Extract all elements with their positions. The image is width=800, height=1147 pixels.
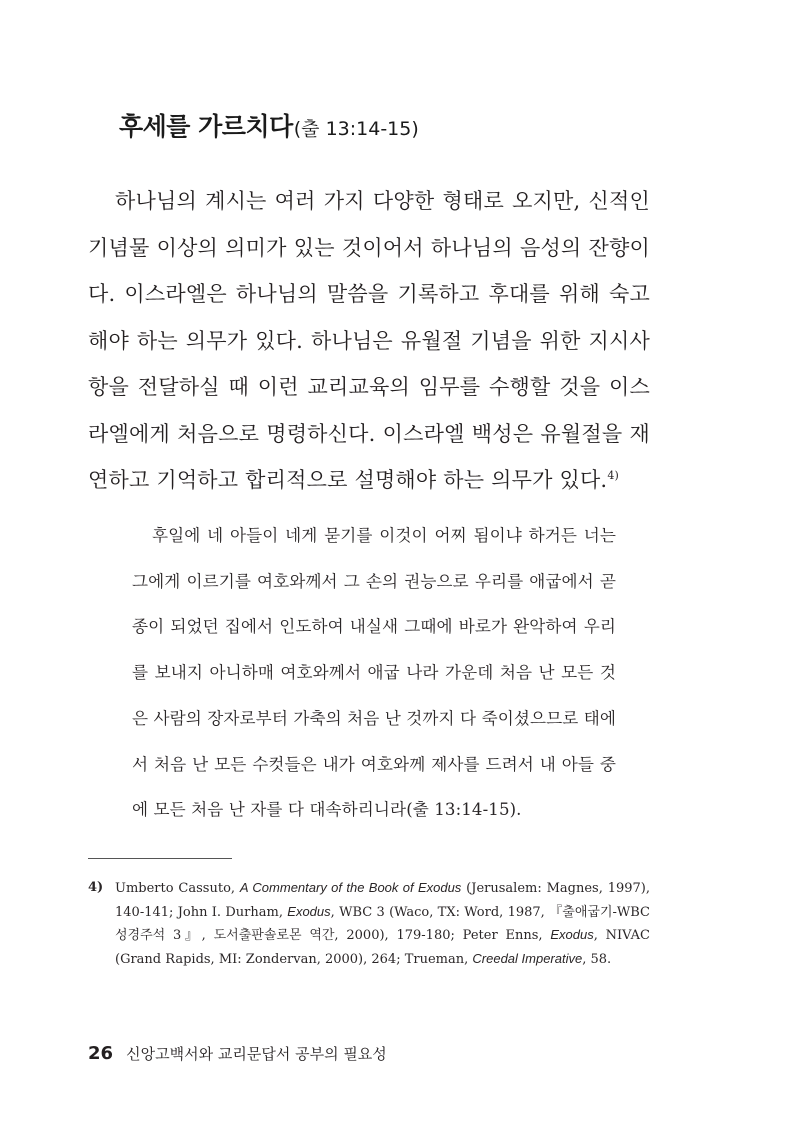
footnote [88,877,650,971]
footnote-text-part: , 58. [582,951,612,967]
section-heading-reference: (출 13:14-15) [293,118,419,140]
footnote-text-part: Umberto Cassuto, [115,881,240,896]
page-number: 26 [88,1043,114,1064]
section-heading-title: 후세를 가르치다 [119,112,293,141]
footnote-book-title: A Commentary of the Book of Exodus [239,880,462,895]
scripture-quote [132,513,616,833]
footnote-text-part: , WBC 3 (Waco, TX: Word, 1987, 『출애굽기-WBC성경주석 3』, 도서출판솔로몬 역간, 2000), 179-180; Peter Enns, [115,904,651,943]
running-title: 신앙고백서와 교리문답서 공부의 필요성 [126,1045,387,1063]
footnote-book-title: Creedal Imperative [472,950,583,966]
footnote-text-part: , NIVAC (Grand Rapids, MI: Zondervan, 2000), 264; Trueman, [115,928,650,967]
body-paragraph-text: 하나님의 계시는 여러 가지 다양한 형태로 오지만, 신적인 기념물 이상의 의미가 있는 것이어서 하나님의 음성의 잔향이다. 이스라엘은 하나님의 말씀을 기록하고 후대를 위해 숙고해야 하는 의무가 있다. 하나님은 유월절 기념을 위한 지시사항을 전달하실 때 이런 교리교육의 임무를 수행할 것을 이스라엘에게 처음으로 명령하신다. 이스라엘 백성은 유월절을 재연하고 기억하고 합리적으로 설명해야 하는 의무가 있다. [88,189,650,492]
section-heading [119,107,419,143]
page-footer [88,1043,387,1064]
footnote-text-part: (Jerusalem: Magnes, 1997), 140-141; John I. Durham, [115,881,650,920]
footnote-reference[interactable]: 4) [607,469,620,482]
footnote-text [115,877,650,971]
footnote-divider [88,858,232,859]
footnote-book-title: Exodus [550,927,594,942]
scripture-quote-text: 후일에 네 아들이 네게 묻기를 이것이 어찌 됨이냐 하거든 너는 그에게 이르기를 여호와께서 그 손의 권능으로 우리를 애굽에서 곧 종이 되었던 집에서 인도하여 내실새 그때에 바로가 완악하여 우리를 보내지 아니하매 여호와께서 애굽 나라 가운데 처음 난 모든 것은 사람의 장자로부터 가축의 처음 난 것까지 다 죽이셨으므로 태에서 처음 난 모든 수컷들은 내가 여호와께 제사를 드려서 내 아들 중에 모든 처음 난 자를 다 대속하리니라(출 13:14-15). [132,526,616,820]
body-paragraph [88,178,650,504]
footnote-number: 4) [88,880,104,895]
footnote-book-title: Exodus [287,903,331,919]
